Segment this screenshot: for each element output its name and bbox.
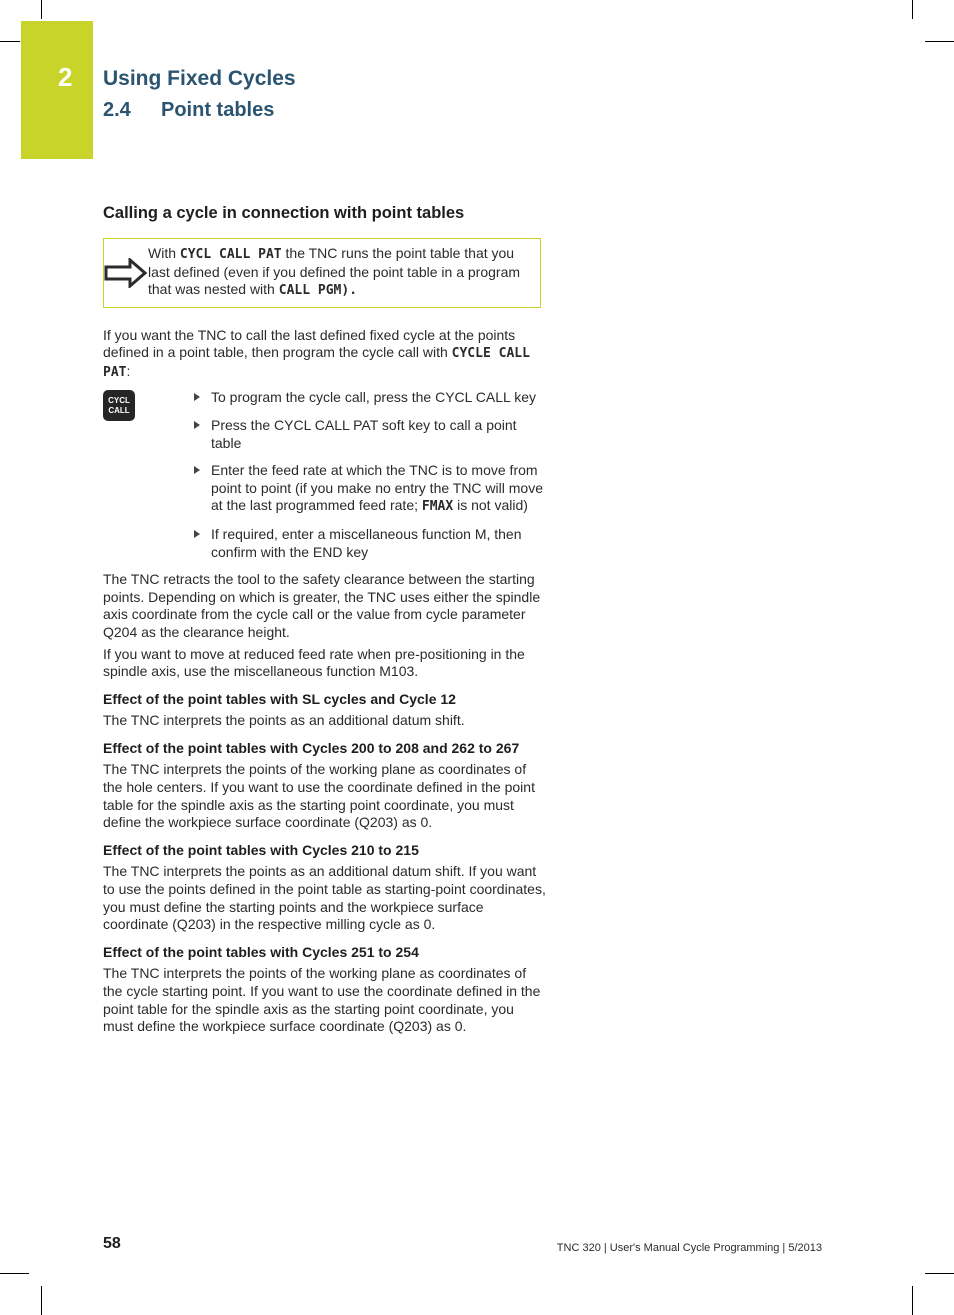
crop-mark bbox=[925, 1273, 954, 1274]
code-term: CYCLE CALL PAT bbox=[103, 346, 530, 380]
subsection-title: Effect of the point tables with Cycles 210 to 215 bbox=[103, 841, 419, 858]
note-text: With CYCL CALL PAT the TNC runs the point table that you last defined (even if you defined the point table in a program that was nested with CALL PGM). bbox=[148, 245, 521, 299]
chapter-number: 2 bbox=[58, 62, 73, 92]
crop-mark bbox=[0, 1273, 29, 1274]
main-content bbox=[103, 205, 548, 1036]
footer-text: TNC 320 | User's Manual Cycle Programming | 5/2013 bbox=[556, 1242, 822, 1254]
section-title bbox=[103, 99, 274, 122]
page-number: 58 bbox=[103, 1235, 121, 1252]
list-item: To program the cycle call, press the CYCL CALL key bbox=[191, 389, 548, 407]
chapter-title: Using Fixed Cycles bbox=[103, 67, 296, 90]
subsection-title: Effect of the point tables with SL cycles and Cycle 12 bbox=[103, 690, 456, 707]
subsection-text: The TNC interprets the points of the working plane as coordinates of the hole centers. If you want to use the coordinate defined in the point table for the spindle axis as the starting point coordinate, you must define the workpiece surface coordinate (Q203) as 0. bbox=[103, 761, 535, 831]
crop-mark bbox=[912, 0, 913, 19]
steps-block bbox=[103, 389, 548, 561]
list-item: Press the CYCL CALL PAT soft key to call a point table bbox=[191, 417, 548, 452]
code-term: CYCL CALL PAT bbox=[179, 247, 282, 263]
crop-mark bbox=[41, 1286, 42, 1315]
bullet-arrow-icon bbox=[194, 530, 200, 538]
section-name: Point tables bbox=[161, 99, 275, 121]
list-item: If required, enter a miscellaneous function M, then confirm with the END key bbox=[191, 526, 548, 561]
crop-mark bbox=[912, 1286, 913, 1315]
code-term: CALL PGM). bbox=[278, 283, 358, 299]
note-arrow-icon bbox=[104, 258, 148, 288]
subsection-title: Effect of the point tables with Cycles 200 to 208 and 262 to 267 bbox=[103, 739, 520, 756]
bullet-arrow-icon bbox=[194, 421, 200, 429]
subsection-text: The TNC interprets the points of the working plane as coordinates of the cycle starting point. If you want to use the coordinate defined in the point table for the spindle axis as the starting point coordinate, you must define the workpiece surface coordinate (Q203) as 0. bbox=[103, 965, 541, 1035]
crop-mark bbox=[0, 41, 20, 42]
subsection-title: Effect of the point tables with Cycles 251 to 254 bbox=[103, 943, 419, 960]
cycl-call-key-icon: CYCL CALL bbox=[103, 390, 135, 421]
crop-mark bbox=[925, 41, 954, 42]
crop-mark bbox=[41, 0, 42, 19]
chapter-tab bbox=[21, 21, 93, 159]
bullet-arrow-icon bbox=[194, 466, 200, 474]
paragraph: The TNC retracts the tool to the safety clearance between the starting points. Depending on which is greater, the TNC uses either the spindle axis coordinate from the cycle call or the value from cycle parameter Q204 as the clearance height. bbox=[103, 571, 541, 640]
section-number: 2.4 bbox=[103, 99, 131, 121]
list-item: Enter the feed rate at which the TNC is to move from point to point (if you make no entry the TNC will move at the last programmed feed rate; FMAX is not valid) bbox=[191, 462, 548, 516]
code-term: FMAX bbox=[421, 499, 454, 515]
intro-paragraph: If you want the TNC to call the last defined fixed cycle at the points defined in a point table, then program the cycle call with CYCLE CALL PAT: bbox=[103, 326, 530, 380]
steps-list bbox=[103, 389, 548, 561]
subsection-text: The TNC interprets the points as an additional datum shift. If you want to use the points defined in the point table as starting-point coordinates, you must define the starting points and the workpiece surface coordinate (Q203) in the respective milling cycle as 0. bbox=[103, 863, 546, 933]
paragraph: If you want to move at reduced feed rate when pre-positioning in the spindle axis, use the miscellaneous function M103. bbox=[103, 645, 525, 680]
page-heading: Calling a cycle in connection with point tables bbox=[103, 204, 465, 222]
note-box bbox=[103, 238, 541, 308]
bullet-arrow-icon bbox=[194, 393, 200, 401]
subsection-text: The TNC interprets the points as an additional datum shift. bbox=[103, 712, 465, 729]
